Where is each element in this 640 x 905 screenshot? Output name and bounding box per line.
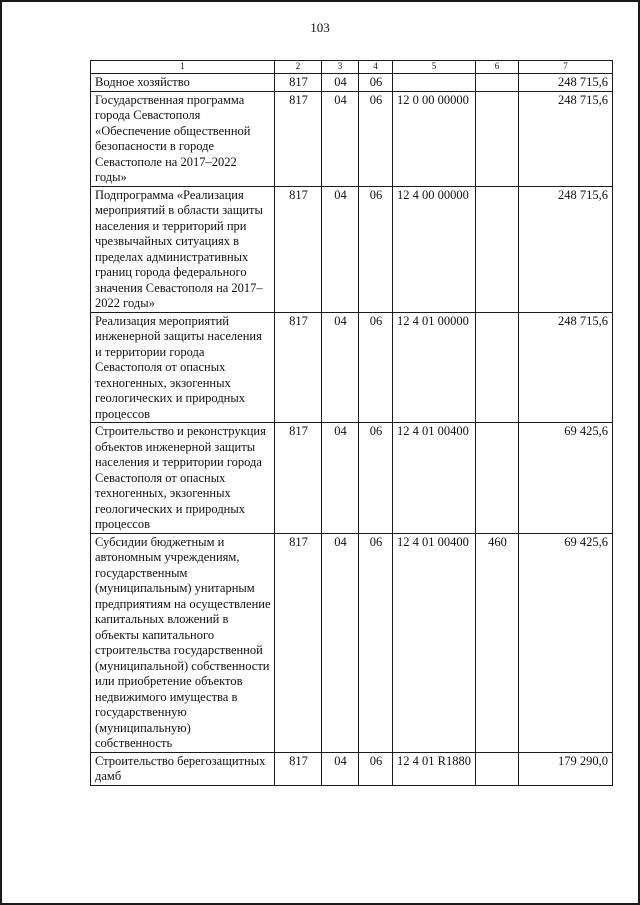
- target-article: 12 4 01 R1880: [393, 752, 476, 785]
- subsection-code: 06: [359, 752, 393, 785]
- table-row: [91, 423, 613, 534]
- amount: 69 425,6: [519, 533, 613, 752]
- expense-type: [476, 312, 519, 423]
- item-name: Подпрограмма «Реализация мероприятий в области защиты населения и территорий при чрезвычайных ситуациях в пределах административных границ города федерального значения Севастополя на 2017–2022 годы»: [91, 186, 275, 312]
- ministry-code: 817: [275, 186, 322, 312]
- amount: 248 715,6: [519, 186, 613, 312]
- column-header: 5: [393, 61, 476, 74]
- ministry-code: 817: [275, 91, 322, 186]
- expense-type: [476, 423, 519, 534]
- target-article: [393, 74, 476, 92]
- expense-type: [476, 91, 519, 186]
- subsection-code: 06: [359, 74, 393, 92]
- ministry-code: 817: [275, 312, 322, 423]
- section-code: 04: [322, 91, 359, 186]
- ministry-code: 817: [275, 752, 322, 785]
- amount: 248 715,6: [519, 74, 613, 92]
- table-row: [91, 74, 613, 92]
- column-header: 7: [519, 61, 613, 74]
- section-code: 04: [322, 312, 359, 423]
- item-name: Субсидии бюджетным и автономным учреждениям, государственным (муниципальным) унитарным предприятиям на осуществление капитальных вложений в объекты капитального строительства государственной (муниципальной) собственности или приобретение объектов недвижимого имущества в государственную (муниципальную) собственность: [91, 533, 275, 752]
- item-name: Строительство берегозащитных дамб: [91, 752, 275, 785]
- column-header: 2: [275, 61, 322, 74]
- amount: 179 290,0: [519, 752, 613, 785]
- target-article: 12 0 00 00000: [393, 91, 476, 186]
- section-code: 04: [322, 423, 359, 534]
- column-header: 3: [322, 61, 359, 74]
- column-header: 1: [91, 61, 275, 74]
- target-article: 12 4 01 00400: [393, 533, 476, 752]
- table-row: [91, 91, 613, 186]
- subsection-code: 06: [359, 423, 393, 534]
- subsection-code: 06: [359, 186, 393, 312]
- section-code: 04: [322, 752, 359, 785]
- amount: 248 715,6: [519, 91, 613, 186]
- column-header: 6: [476, 61, 519, 74]
- subsection-code: 06: [359, 91, 393, 186]
- table-row: [91, 186, 613, 312]
- expense-type: [476, 752, 519, 785]
- ministry-code: 817: [275, 423, 322, 534]
- amount: 69 425,6: [519, 423, 613, 534]
- expense-type: [476, 74, 519, 92]
- item-name: Строительство и реконструкция объектов инженерной защиты населения и территории города Севастополя от опасных техногенных, экзогенных геологических и природных процессов: [91, 423, 275, 534]
- expense-type: 460: [476, 533, 519, 752]
- target-article: 12 4 01 00400: [393, 423, 476, 534]
- section-code: 04: [322, 74, 359, 92]
- target-article: 12 4 00 00000: [393, 186, 476, 312]
- subsection-code: 06: [359, 533, 393, 752]
- target-article: 12 4 01 00000: [393, 312, 476, 423]
- table-row: [91, 312, 613, 423]
- section-code: 04: [322, 533, 359, 752]
- item-name: Водное хозяйство: [91, 74, 275, 92]
- ministry-code: 817: [275, 74, 322, 92]
- column-header: 4: [359, 61, 393, 74]
- item-name: Реализация мероприятий инженерной защиты населения и территории города Севастополя от опасных техногенных, экзогенных геологических и природных процессов: [91, 312, 275, 423]
- table-row: [91, 752, 613, 785]
- ministry-code: 817: [275, 533, 322, 752]
- section-code: 04: [322, 186, 359, 312]
- budget-table: [90, 60, 613, 786]
- column-number-row: [91, 61, 613, 74]
- table-row: [91, 533, 613, 752]
- amount: 248 715,6: [519, 312, 613, 423]
- item-name: Государственная программа города Севастополя «Обеспечение общественной безопасности в городе Севастополе на 2017–2022 годы»: [91, 91, 275, 186]
- expense-type: [476, 186, 519, 312]
- subsection-code: 06: [359, 312, 393, 423]
- page-number: 103: [310, 20, 330, 35]
